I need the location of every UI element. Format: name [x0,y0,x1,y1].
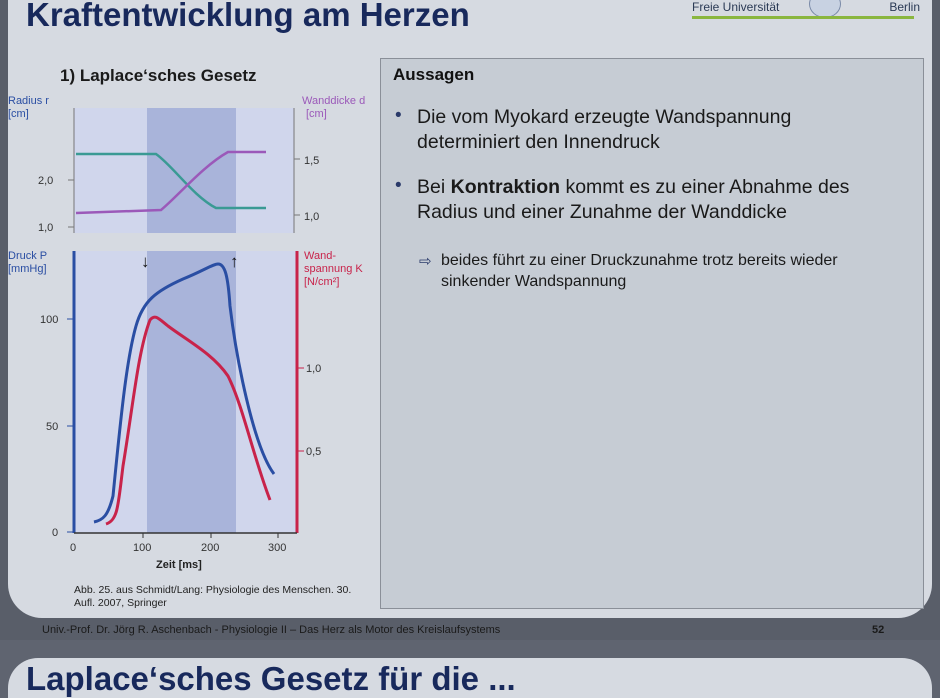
x-tick-label: 100 [133,542,152,554]
bullet-2-bold: Kontraktion [450,176,561,198]
next-slide-title: Laplace‘sches Gesetz für die ... [26,660,516,697]
slide-panel [8,0,932,618]
bullet-1-text [417,105,897,155]
bullet-dot: • [395,175,402,196]
next-slide-panel [8,658,932,698]
pressure-tick-label: 100 [40,314,59,326]
top-right-label-1: Wanddicke d [302,95,366,107]
tension-tick-label: 1,0 [306,363,322,375]
aussagen-title: Aussagen [393,65,475,84]
valve-close-arrow: ↓ [141,252,150,271]
top-left-label-1: Radius r [8,95,49,107]
top-left-tick-label: 1,0 [38,222,54,234]
top-right-tick-label: 1,0 [304,211,320,223]
slide-footer: Univ.-Prof. Dr. Jörg R. Aschenbach - Physiologie II – Das Herz als Motor des Kreislaufsystems [42,624,501,636]
slide-title: Kraftentwicklung am Herzen [26,0,470,33]
logo-divider [692,16,914,19]
tension-label-1: Wand- [304,250,336,262]
top-left-tick-label: 2,0 [38,175,54,187]
logo-text-right: Berlin [889,0,920,14]
university-logo [692,0,922,18]
pressure-tick-label: 50 [46,421,59,433]
x-tick-label: 300 [268,542,287,554]
section-heading: 1) Laplace‘sches Gesetz [60,66,257,85]
bottom-shaded-phase [147,251,236,533]
top-left-label-2: [cm] [8,108,29,120]
right-arrow-icon: ⇨ [419,253,432,270]
pressure-label-2: [mmHg] [8,263,47,275]
pressure-tick-label: 0 [52,527,59,539]
top-shaded-phase [147,108,236,233]
bullet-2-text [417,175,897,225]
tension-label-3: [N/cm²] [304,276,340,288]
pressure-label-1: Druck P [8,250,48,262]
tension-tick-label: 0,5 [306,446,322,458]
tension-label-2: spannung K [304,263,363,275]
page-number: 52 [872,624,885,636]
sub-bullet-text: beides führt zu einer Druckzunahme trotz bereits wieder sinkender Wandspannung [441,252,838,290]
x-tick-label: 200 [201,542,220,554]
bullet-2-pre: Bei [417,176,451,198]
valve-open-arrow: ↑ [230,252,239,271]
top-right-label-2: [cm] [306,108,327,120]
bullet-dot: • [395,105,402,126]
x-axis-label: Zeit [ms] [156,559,202,571]
aussagen-box [380,58,924,609]
laplace-chart [8,86,374,576]
top-right-tick-label: 1,5 [304,155,320,167]
x-tick-label: 0 [70,542,77,554]
logo-text-left: Freie Universität [692,0,780,14]
figure-caption: Abb. 25. aus Schmidt/Lang: Physiologie des Menschen. 30. Aufl. 2007, Springer [74,584,352,609]
bullet-1-text-body: Die vom Myokard erzeugte Wandspannung determiniert den Innendruck [417,106,792,153]
bullet-2-post: kommt es zu einer Abnahme des Radius und einer Zunahme der Wanddicke [417,176,850,223]
